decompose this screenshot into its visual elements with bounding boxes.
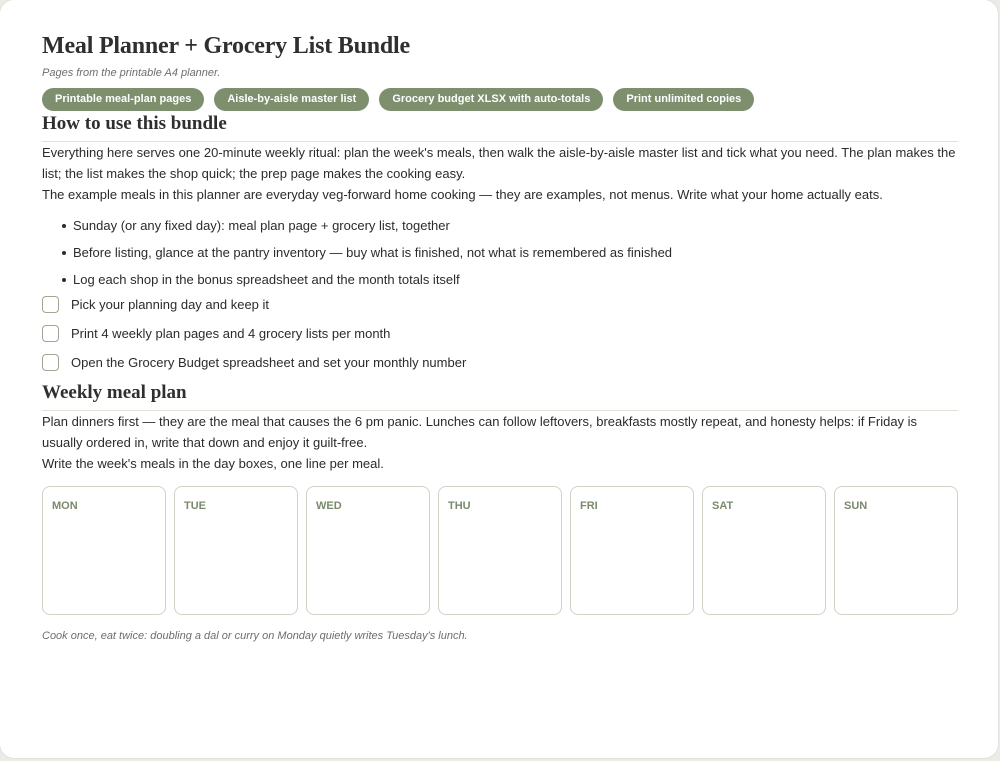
checklist-label: Open the Grocery Budget spreadsheet and set your monthly number: [71, 354, 467, 370]
checklist-item: [42, 293, 958, 315]
list-item-text: Log each shop in the bonus spreadsheet and the month totals itself: [73, 272, 460, 287]
checkbox-print-pages[interactable]: [42, 325, 59, 342]
how-to-paragraph-2: The example meals in this planner are everyday veg-forward home cooking — they are examples, not menus. Write what your home actually eats.: [42, 187, 883, 202]
day-box-sat[interactable]: [702, 486, 826, 615]
tag-print-copies: Print unlimited copies: [613, 88, 754, 111]
tag-meal-plan-pages: Printable meal-plan pages: [42, 88, 204, 111]
feature-tags: [42, 88, 958, 111]
day-label: WED: [316, 500, 342, 512]
day-label: TUE: [184, 500, 206, 512]
day-box-tue[interactable]: [174, 486, 298, 615]
day-label: MON: [52, 500, 78, 512]
day-box-fri[interactable]: [570, 486, 694, 615]
day-box-thu[interactable]: [438, 486, 562, 615]
page-title: Meal Planner + Grocery List Bundle: [42, 33, 410, 59]
day-box-mon[interactable]: [42, 486, 166, 615]
checklist-item: [42, 351, 958, 373]
page-subtitle: Pages from the printable A4 planner.: [42, 67, 221, 79]
how-to-checklist: [42, 293, 958, 373]
tag-master-list: Aisle-by-aisle master list: [214, 88, 369, 111]
section-title-how-to: How to use this bundle: [42, 111, 958, 142]
checklist-label: Pick your planning day and keep it: [71, 296, 270, 312]
list-item-text: Before listing, glance at the pantry inventory — buy what is finished, not what is remembered as finished: [73, 245, 673, 260]
checkbox-planning-day[interactable]: [42, 296, 59, 313]
how-to-bullet-list: [42, 215, 958, 290]
footnote: Cook once, eat twice: doubling a dal or curry on Monday quietly writes Tuesday's lunch.: [42, 630, 468, 642]
bullet-icon: [62, 224, 66, 228]
checkbox-budget-spreadsheet[interactable]: [42, 354, 59, 371]
weekly-paragraph-2: Write the week's meals in the day boxes, one line per meal.: [42, 456, 384, 471]
day-label: FRI: [580, 500, 598, 512]
list-item: [73, 242, 958, 263]
list-item: [73, 269, 958, 290]
day-label: THU: [448, 500, 471, 512]
bullet-icon: [62, 278, 66, 282]
day-boxes: [42, 486, 958, 615]
day-box-sun[interactable]: [834, 486, 958, 615]
how-to-paragraph-1: Everything here serves one 20-minute weekly ritual: plan the week's meals, then walk the aisle-by-aisle master list and tick what you need. The plan makes the list; the list makes the shop quick; the prep page makes the cooking easy.: [42, 145, 956, 181]
tag-budget-xlsx: Grocery budget XLSX with auto-totals: [379, 88, 603, 111]
weekly-paragraph-1: Plan dinners first — they are the meal that causes the 6 pm panic. Lunches can follow leftovers, breakfasts mostly repeat, and honesty helps: if Friday is usually ordered in, write that down and enjoy it guilt-free.: [42, 414, 918, 450]
day-box-wed[interactable]: [306, 486, 430, 615]
checklist-label: Print 4 weekly plan pages and 4 grocery lists per month: [71, 325, 391, 341]
checklist-item: [42, 322, 958, 344]
section-title-weekly: Weekly meal plan: [42, 380, 958, 411]
day-label: SAT: [712, 500, 734, 512]
day-label: SUN: [844, 500, 868, 512]
list-item-text: Sunday (or any fixed day): meal plan page + grocery list, together: [73, 218, 450, 233]
page-content: [42, 30, 958, 642]
list-item: [73, 215, 958, 236]
bullet-icon: [62, 251, 66, 255]
